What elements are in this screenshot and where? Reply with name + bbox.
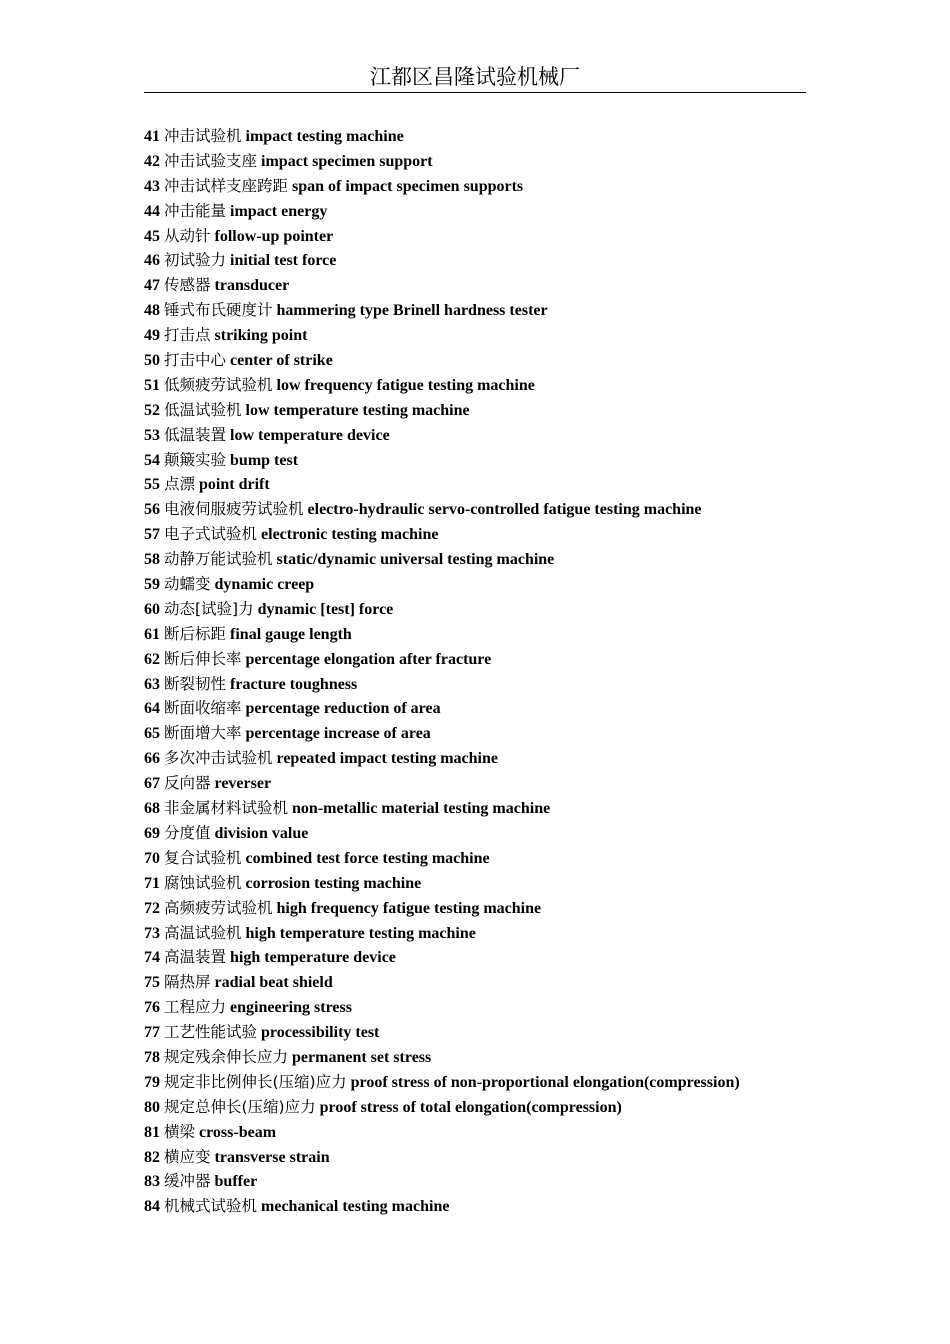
entry-number: 64 <box>144 700 160 718</box>
entry-chinese-term: 腐蚀试验机 <box>164 873 242 892</box>
entry-number: 65 <box>144 725 160 743</box>
entry-number: 75 <box>144 974 160 992</box>
entry-chinese-term: 反向器 <box>164 774 211 793</box>
entry-english-term: impact energy <box>230 202 328 220</box>
entry-number: 55 <box>144 476 160 494</box>
glossary-entry <box>144 448 844 473</box>
entry-number: 68 <box>144 800 160 818</box>
glossary-entry <box>144 373 844 398</box>
glossary-entry <box>144 1120 844 1145</box>
entry-chinese-term: 高温试验机 <box>164 923 242 942</box>
glossary-entry <box>144 796 844 821</box>
glossary-entry <box>144 1194 844 1219</box>
entry-number: 83 <box>144 1173 160 1191</box>
entry-english-term: final gauge length <box>230 625 352 643</box>
entry-number: 71 <box>144 874 160 892</box>
entry-chinese-term: 动静万能试验机 <box>164 550 273 569</box>
entry-number: 45 <box>144 227 160 245</box>
entry-english-term: impact testing machine <box>245 128 404 145</box>
glossary-entry <box>144 846 844 871</box>
entry-chinese-term: 规定非比例伸长(压缩)应力 <box>164 1072 347 1091</box>
entry-chinese-term: 缓冲器 <box>164 1172 211 1191</box>
entry-chinese-term: 冲击试样支座跨距 <box>164 176 289 195</box>
glossary-entry <box>144 746 844 771</box>
glossary-entry <box>144 497 844 522</box>
glossary-entry <box>144 199 844 224</box>
entry-chinese-term: 冲击能量 <box>164 201 227 220</box>
entry-number: 74 <box>144 949 160 967</box>
entry-english-term: point drift <box>199 476 270 494</box>
glossary-entry <box>144 1045 844 1070</box>
entry-number: 72 <box>144 899 160 917</box>
glossary-entry <box>144 398 844 423</box>
glossary-entry <box>144 647 844 672</box>
entry-chinese-term: 冲击试验支座 <box>164 151 258 170</box>
glossary-entry <box>144 721 844 746</box>
entry-number: 54 <box>144 451 160 469</box>
entry-chinese-term: 断面收缩率 <box>164 699 242 718</box>
entry-chinese-term: 电液伺服疲劳试验机 <box>164 500 304 519</box>
entry-english-term: dynamic [test] force <box>257 600 394 618</box>
entry-chinese-term: 复合试验机 <box>164 848 242 867</box>
entry-chinese-term: 动态[试验]力 <box>164 599 254 618</box>
entry-chinese-term: 高温装置 <box>164 948 227 967</box>
entry-chinese-term: 隔热屏 <box>164 973 211 992</box>
page-header <box>144 62 806 93</box>
entry-english-term: percentage increase of area <box>245 725 431 743</box>
entry-chinese-term: 打击点 <box>164 326 211 345</box>
glossary-entry <box>144 323 844 348</box>
entry-number: 66 <box>144 750 160 768</box>
glossary-entry <box>144 572 844 597</box>
entry-number: 59 <box>144 576 160 594</box>
entry-chinese-term: 断面增大率 <box>164 724 242 743</box>
glossary-entry <box>144 348 844 373</box>
glossary-entry <box>144 1169 844 1194</box>
entry-english-term: electro-hydraulic servo-controlled fatigue testing machine <box>307 501 702 519</box>
entry-chinese-term: 工艺性能试验 <box>164 1023 258 1042</box>
glossary-entry <box>144 771 844 796</box>
entry-number: 84 <box>144 1198 160 1216</box>
entry-number: 53 <box>144 426 160 444</box>
entry-chinese-term: 非金属材料试验机 <box>164 799 289 818</box>
page-title: 江都区昌隆试验机械厂 <box>370 65 580 89</box>
glossary-entry <box>144 896 844 921</box>
glossary-entry <box>144 248 844 273</box>
entry-english-term: reverser <box>214 775 272 793</box>
entry-english-term: percentage elongation after fracture <box>245 650 492 668</box>
entry-english-term: span of impact specimen supports <box>292 177 524 195</box>
entry-english-term: combined test force testing machine <box>245 849 490 867</box>
entry-english-term: follow-up pointer <box>214 227 334 245</box>
glossary-entry <box>144 547 844 572</box>
entry-english-term: bump test <box>230 451 299 469</box>
entry-chinese-term: 工程应力 <box>164 998 227 1017</box>
glossary-entry <box>144 696 844 721</box>
entry-english-term: impact specimen support <box>261 152 433 170</box>
entry-english-term: low temperature testing machine <box>245 401 470 419</box>
entry-english-term: engineering stress <box>230 999 352 1017</box>
entry-number: 69 <box>144 824 160 842</box>
entry-number: 76 <box>144 999 160 1017</box>
entry-chinese-term: 动蠕变 <box>164 575 211 594</box>
entry-chinese-term: 从动针 <box>164 226 211 245</box>
entry-english-term: repeated impact testing machine <box>276 750 498 768</box>
entry-number: 43 <box>144 177 160 195</box>
entry-number: 61 <box>144 625 160 643</box>
entry-english-term: electronic testing machine <box>261 526 439 544</box>
entry-number: 48 <box>144 302 160 320</box>
entry-number: 44 <box>144 202 160 220</box>
entry-english-term: cross-beam <box>199 1123 277 1141</box>
glossary-entry <box>144 622 844 647</box>
entry-number: 70 <box>144 849 160 867</box>
entry-english-term: striking point <box>214 327 308 345</box>
entry-english-term: proof stress of non-proportional elongation(compression) <box>350 1073 740 1091</box>
glossary-entry <box>144 597 844 622</box>
entry-number: 42 <box>144 152 160 170</box>
entry-number: 63 <box>144 675 160 693</box>
glossary-entry <box>144 995 844 1020</box>
entry-chinese-term: 初试验力 <box>164 251 227 270</box>
entry-chinese-term: 传感器 <box>164 276 211 295</box>
entry-english-term: buffer <box>214 1173 258 1191</box>
entry-number: 79 <box>144 1073 160 1091</box>
entry-chinese-term: 低温装置 <box>164 425 227 444</box>
entry-chinese-term: 电子式试验机 <box>164 525 258 544</box>
entry-number: 73 <box>144 924 160 942</box>
entry-english-term: fracture toughness <box>230 675 358 693</box>
entry-number: 41 <box>144 128 160 145</box>
glossary-entry <box>144 1020 844 1045</box>
entry-english-term: center of strike <box>230 352 333 370</box>
entry-chinese-term: 冲击试验机 <box>164 127 242 145</box>
entry-chinese-term: 颠簸实验 <box>164 450 227 469</box>
entry-number: 56 <box>144 501 160 519</box>
glossary-entry <box>144 821 844 846</box>
glossary-list <box>144 124 844 1219</box>
glossary-entry <box>144 124 844 149</box>
entry-chinese-term: 锤式布氏硬度计 <box>164 301 273 320</box>
entry-english-term: transducer <box>214 277 290 295</box>
glossary-entry <box>144 298 844 323</box>
entry-english-term: radial beat shield <box>214 974 333 992</box>
entry-english-term: permanent set stress <box>292 1048 432 1066</box>
entry-number: 80 <box>144 1098 160 1116</box>
entry-number: 60 <box>144 600 160 618</box>
entry-number: 47 <box>144 277 160 295</box>
entry-english-term: static/dynamic universal testing machine <box>276 551 555 569</box>
entry-number: 67 <box>144 775 160 793</box>
glossary-entry <box>144 921 844 946</box>
entry-english-term: non-metallic material testing machine <box>292 800 551 818</box>
entry-english-term: hammering type Brinell hardness tester <box>276 302 548 320</box>
entry-chinese-term: 横应变 <box>164 1147 211 1166</box>
entry-chinese-term: 高频疲劳试验机 <box>164 898 273 917</box>
glossary-entry <box>144 970 844 995</box>
glossary-entry <box>144 472 844 497</box>
glossary-entry <box>144 871 844 896</box>
entry-number: 77 <box>144 1024 160 1042</box>
entry-english-term: low temperature device <box>230 426 390 444</box>
glossary-entry <box>144 273 844 298</box>
entry-english-term: high temperature device <box>230 949 396 967</box>
entry-chinese-term: 多次冲击试验机 <box>164 749 273 768</box>
entry-english-term: proof stress of total elongation(compression) <box>319 1098 622 1116</box>
entry-number: 57 <box>144 526 160 544</box>
glossary-entry <box>144 945 844 970</box>
glossary-entry <box>144 522 844 547</box>
entry-chinese-term: 断后标距 <box>164 624 227 643</box>
entry-chinese-term: 断裂韧性 <box>164 674 227 693</box>
entry-number: 49 <box>144 327 160 345</box>
entry-number: 50 <box>144 352 160 370</box>
entry-chinese-term: 分度值 <box>164 823 211 842</box>
entry-english-term: division value <box>214 824 309 842</box>
entry-english-term: mechanical testing machine <box>261 1198 450 1216</box>
entry-chinese-term: 断后伸长率 <box>164 649 242 668</box>
glossary-entry <box>144 1095 844 1120</box>
glossary-entry <box>144 672 844 697</box>
entry-number: 52 <box>144 401 160 419</box>
entry-chinese-term: 低频疲劳试验机 <box>164 375 273 394</box>
entry-number: 51 <box>144 376 160 394</box>
entry-english-term: high frequency fatigue testing machine <box>276 899 542 917</box>
entry-chinese-term: 低温试验机 <box>164 400 242 419</box>
entry-chinese-term: 点漂 <box>164 475 196 494</box>
entry-english-term: low frequency fatigue testing machine <box>276 376 535 394</box>
entry-chinese-term: 打击中心 <box>164 351 227 370</box>
glossary-entry <box>144 423 844 448</box>
entry-chinese-term: 机械式试验机 <box>164 1197 258 1216</box>
glossary-entry <box>144 224 844 249</box>
entry-number: 62 <box>144 650 160 668</box>
entry-english-term: initial test force <box>230 252 337 270</box>
entry-number: 58 <box>144 551 160 569</box>
entry-english-term: dynamic creep <box>214 576 315 594</box>
entry-number: 81 <box>144 1123 160 1141</box>
entry-chinese-term: 横梁 <box>164 1122 196 1141</box>
entry-number: 78 <box>144 1048 160 1066</box>
glossary-entry <box>144 174 844 199</box>
entry-english-term: percentage reduction of area <box>245 700 441 718</box>
glossary-entry <box>144 1070 844 1095</box>
glossary-entry <box>144 149 844 174</box>
entry-english-term: processibility test <box>261 1024 380 1042</box>
glossary-entry <box>144 1145 844 1170</box>
entry-english-term: transverse strain <box>214 1148 330 1166</box>
entry-english-term: high temperature testing machine <box>245 924 476 942</box>
entry-number: 82 <box>144 1148 160 1166</box>
entry-number: 46 <box>144 252 160 270</box>
entry-english-term: corrosion testing machine <box>245 874 422 892</box>
entry-chinese-term: 规定总伸长(压缩)应力 <box>164 1097 316 1116</box>
entry-chinese-term: 规定残余伸长应力 <box>164 1047 289 1066</box>
